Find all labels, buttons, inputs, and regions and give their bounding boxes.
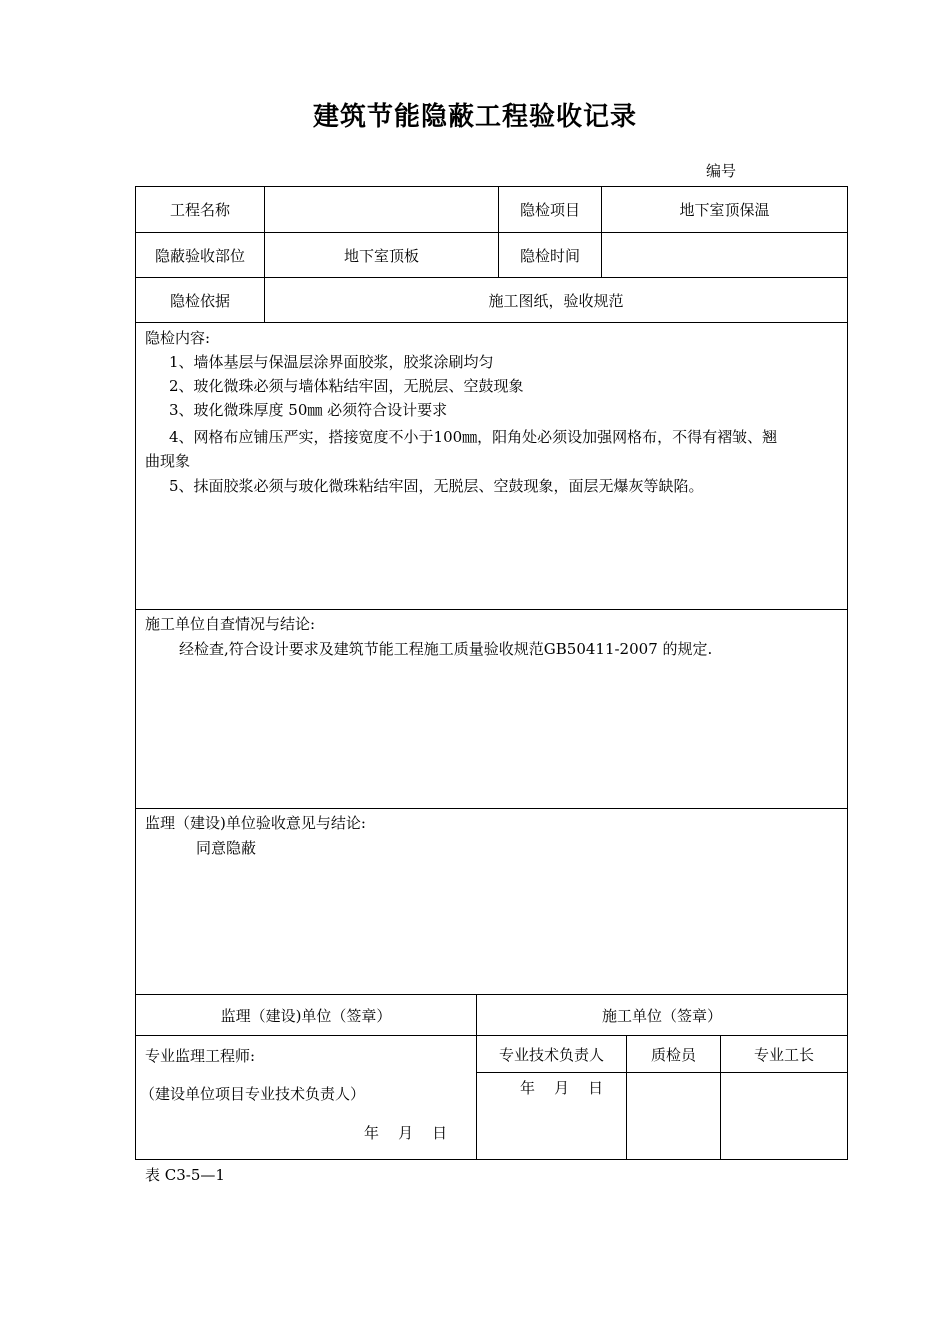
content-item: 4、网格布应铺压严实，搭接宽度不小于100㎜，阳角处必须设加强网格布，不得有褶皱、翘	[169, 428, 778, 446]
tech-lead-label: 专业技术负责人	[498, 1045, 604, 1064]
form-code: 表 C3-5—1	[145, 1166, 225, 1184]
hidden-part-value[interactable]: 地下室顶板	[343, 246, 419, 265]
section-divider	[136, 609, 847, 610]
supervision-text: 同意隐蔽	[196, 839, 257, 857]
basis-value[interactable]: 施工图纸，验收规范	[488, 291, 624, 310]
row-divider	[476, 1072, 847, 1073]
inspection-form	[135, 186, 848, 1160]
content-item: 1、墙体基层与保温层涂界面胶浆，胶浆涂刷均匀	[169, 353, 494, 371]
content-heading: 隐检内容:	[145, 329, 211, 347]
self-check-text: 经检查,符合设计要求及建筑节能工程施工质量验收规范GB50411-2007 的规定.	[179, 640, 713, 658]
construction-unit-seal: 施工单位（签章）	[601, 1006, 722, 1025]
inspection-time-field[interactable]	[602, 233, 847, 277]
owner-tech-lead-label: （建设单位项目专业技术负责人）	[140, 1085, 366, 1103]
document-title: 建筑节能隐蔽工程验收记录	[312, 102, 637, 132]
hidden-part-label: 隐蔽验收部位	[154, 246, 245, 265]
inspection-time-label: 隐检时间	[519, 246, 580, 265]
row-divider	[136, 322, 847, 323]
quality-inspector-label: 质检员	[650, 1045, 696, 1064]
content-item-continuation: 曲现象	[145, 452, 191, 470]
section-divider	[136, 808, 847, 809]
left-date: 年 月 日	[364, 1124, 448, 1142]
supervision-unit-seal: 监理（建设)单位（签章）	[220, 1006, 392, 1025]
basis-label: 隐检依据	[169, 291, 230, 310]
right-date: 年 月 日	[520, 1079, 604, 1097]
supervision-heading: 监理（建设)单位验收意见与结论:	[145, 814, 366, 832]
project-name-label: 工程名称	[169, 201, 230, 219]
content-item: 5、抹面胶浆必须与玻化微珠粘结牢固，无脱层、空鼓现象，面层无爆灰等缺陷。	[169, 477, 704, 495]
project-name-field[interactable]	[265, 187, 498, 232]
content-item: 2、玻化微珠必须与墙体粘结牢固，无脱层、空鼓现象	[169, 377, 524, 395]
foreman-label: 专业工长	[753, 1045, 814, 1064]
self-check-heading: 施工单位自查情况与结论:	[145, 615, 316, 633]
inspection-item-value[interactable]: 地下室顶保温	[679, 201, 770, 219]
supervising-engineer-label: 专业监理工程师:	[145, 1047, 256, 1065]
doc-number-label: 编号	[706, 162, 737, 180]
inspection-item-label: 隐检项目	[519, 201, 580, 219]
content-item: 3、玻化微珠厚度 50㎜ 必须符合设计要求	[169, 401, 448, 419]
